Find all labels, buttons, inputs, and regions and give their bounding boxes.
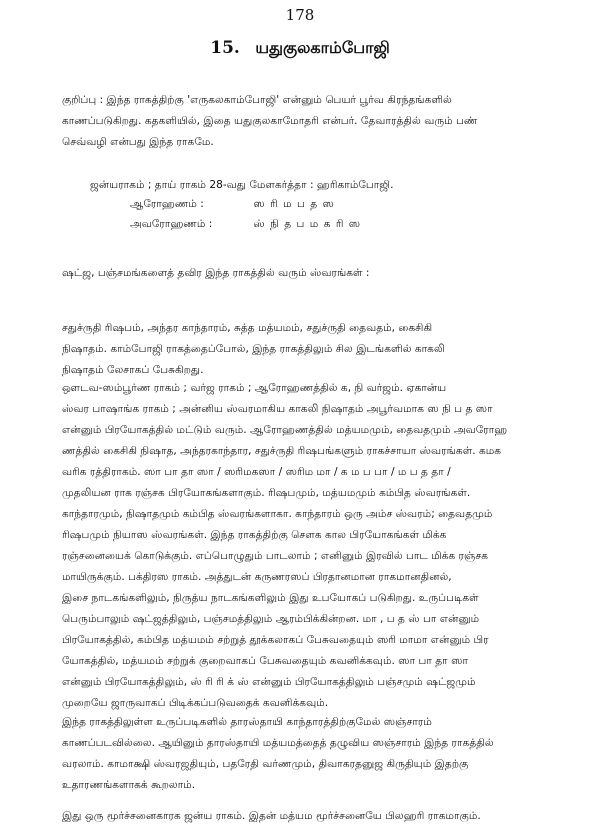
text-line: பெரும்பாலும் ஷட்ஜத்திலும், பஞ்சமத்திலும் ஆரம்பிக்கின்றன. மா , ப த ஸ் பா என்னும் <box>62 613 480 625</box>
chapter-number: 15. <box>210 38 240 58</box>
text-line: ரஞ்சனையைக் கொடுக்கும். எப்பொழுதும் பாடலாம் ; எனினும் இரவில் பாட மிக்க ரஞ்சக <box>62 550 489 562</box>
text-line: என்னும் பிரயோகத்தில் மட்டும் வரும். ஆரோஹணத்தில் மத்யமமும், தைவதமும் அவரோஹ <box>62 424 508 436</box>
text-line: உதாரணங்களாகக் கூறலாம். <box>62 779 196 791</box>
text-line: வரலாம். காமாக்ஷி ஸ்வரஜதியும், பதரேதி வர்ணமும், திவாகரதனுஜ கிருதியும் இதற்கு <box>62 758 469 770</box>
text-line: ரிஷபமும் நியாஸ ஸ்வரங்கள். இந்த ராகத்திற்கு சௌக கால பிரயோகங்கள் மிக்க <box>62 529 447 541</box>
chapter-name: யதுகுலகாம்போஜி <box>255 38 390 57</box>
intro-paragraph <box>62 90 574 153</box>
text-line: செவ்வழி என்பது இந்த ராகமே. <box>62 136 214 148</box>
text-line: காணப்படவில்லை. ஆயினும் தாரஸ்தாயி மத்யமத்தைத் தழுவிய ஸஞ்சாரம் இந்த ராகத்தில் <box>62 737 494 749</box>
text-line: இந்த ராகத்திலுள்ள உருப்படிகளில் தாரஸ்தாயி காந்தாரத்திற்குமேல் ஸஞ்சாரம் <box>62 716 432 728</box>
avarohanam-label: அவரோஹணம் : <box>130 218 213 230</box>
text-line: மாயிருக்கும். பக்திரஸ ராகம். அத்துடன் கருணரஸப் பிரதானமான ராகமானதினல், <box>62 571 452 583</box>
text-line: காணப்படுகிறது. கதகளியில், இதை யதுகுலகாமோதரி என்பர். தேவாரத்தில் வரும் பண் <box>62 115 478 127</box>
text-line: இது ஒரு மூர்ச்சனைகாரக ஜன்ய ராகம். இதன் மத்யம மூர்ச்சனையே பிலஹரி ராகமாகும். <box>62 810 481 822</box>
arohanam-label: ஆரோஹணம் : <box>130 198 204 210</box>
chapter-title <box>0 38 600 59</box>
text-line: நிஷாதம் லேசாகப் பேசுகிறது. <box>62 364 204 376</box>
text-line: யோகத்தில், மத்யமம் சற்றுக் குறைவாகப் பேசுவதையும் கவனிக்கவும். ஸா பா தா ஸா <box>62 655 468 667</box>
text-line: பிரயோகத்தில், கம்பித மத்யமம் சற்றுத் தூக்கலாகப் பேசுவதையும் ஸரி மாமா என்னும் பிர <box>62 634 489 646</box>
avarohanam-notes: ஸ் நி த ப ம க ரி ஸ <box>253 218 362 230</box>
text-line: குறிப்பு : இந்த ராகத்திற்கு 'எருகலகாம்போஜி' என்னும் பெயர் பூர்வ கிரந்தங்களில் <box>62 94 452 106</box>
svara-intro <box>62 263 574 284</box>
text-line: வரிக ரத்திராகம். ஸா பா தா ஸா / ஸரிமகஸா / ஸரிம மா / க ம ப பா / ம ப த தா / <box>62 466 451 478</box>
text-line: ணத்தில் கைசிகி நிஷாத, அந்தரகாந்தார, சதுச்ருதி ரிஷபங்களும் ராகச்சாயா ஸ்வரங்கள். கமக <box>62 445 502 457</box>
text-line: ஜன்யராகம் ; தாய் ராகம் 28-வது மேளகர்த்தா : ஹரிகாம்போஜி. <box>90 179 394 191</box>
text-line: என்னும் பிரயோகத்திலும், ஸ் ரி ரி க் ஸ் என்னும் பிரயோகத்திலும் பஞ்சமும் ஷட்ஜமும் <box>62 676 476 688</box>
arohanam-notes: ஸ ரி ம ப த ஸ <box>253 198 335 210</box>
page-number: 178 <box>285 6 315 24</box>
text-line: முதலியன ராக ரஞ்சக பிரயோகங்களாகும். ரிஷபமும், மத்யமமும் கம்பித ஸ்வரங்கள். <box>62 487 471 499</box>
text-line: இசை நாடகங்களிலும், நிருத்ய நாடகங்களிலும் இது உபயோகப் படுகிறது. உருப்படிகள் <box>62 592 479 604</box>
arohanam-row <box>130 194 335 215</box>
avarohanam-row <box>130 214 361 235</box>
text-line: ஷட்ஜ, பஞ்சமங்களைத் தவிர இந்த ராகத்தில் வரும் ஸ்வரங்கள் : <box>62 267 370 279</box>
text-line: ஔடவ-ஸம்பூர்ண ராகம் ; வர்ஜ ராகம் ; ஆரோஹணத்தில் க, நி வர்ஜம். ஏகான்ய <box>62 382 447 394</box>
text-line: காந்தாரமும், நிஷாதமும் கம்பித ஸ்வரங்களாகா. காந்தாரம் ஒரு அம்ச ஸ்வரம்; தைவதமும் <box>62 508 493 520</box>
text-line: முறையே ஜாருவாகப் பிடிக்கப்படுவதைக் கவனிக்கவும். <box>62 697 329 709</box>
text-line: சதுச்ருதி ரிஷபம், அந்தர காந்தாரம், சுத்த மத்யமம், சதுச்ருதி தைவதம், கைசிகி <box>62 322 433 334</box>
text-line: ஸ்வர பாஷாங்க ராகம் ; அன்னிய ஸ்வரமாகிய காகலி நிஷாதம் அபூர்வமாக ஸ நி ப த ஸா <box>62 403 493 415</box>
text-line: நிஷாதம். காம்போஜி ராகத்தைப்போல், இந்த ராகத்திலும் சில இடங்களில் காகலி <box>62 343 445 355</box>
final-paragraph <box>62 806 574 827</box>
svaras-paragraph <box>62 318 574 381</box>
main-paragraph <box>62 378 574 714</box>
janya-line <box>90 175 600 196</box>
range-paragraph <box>62 712 574 796</box>
